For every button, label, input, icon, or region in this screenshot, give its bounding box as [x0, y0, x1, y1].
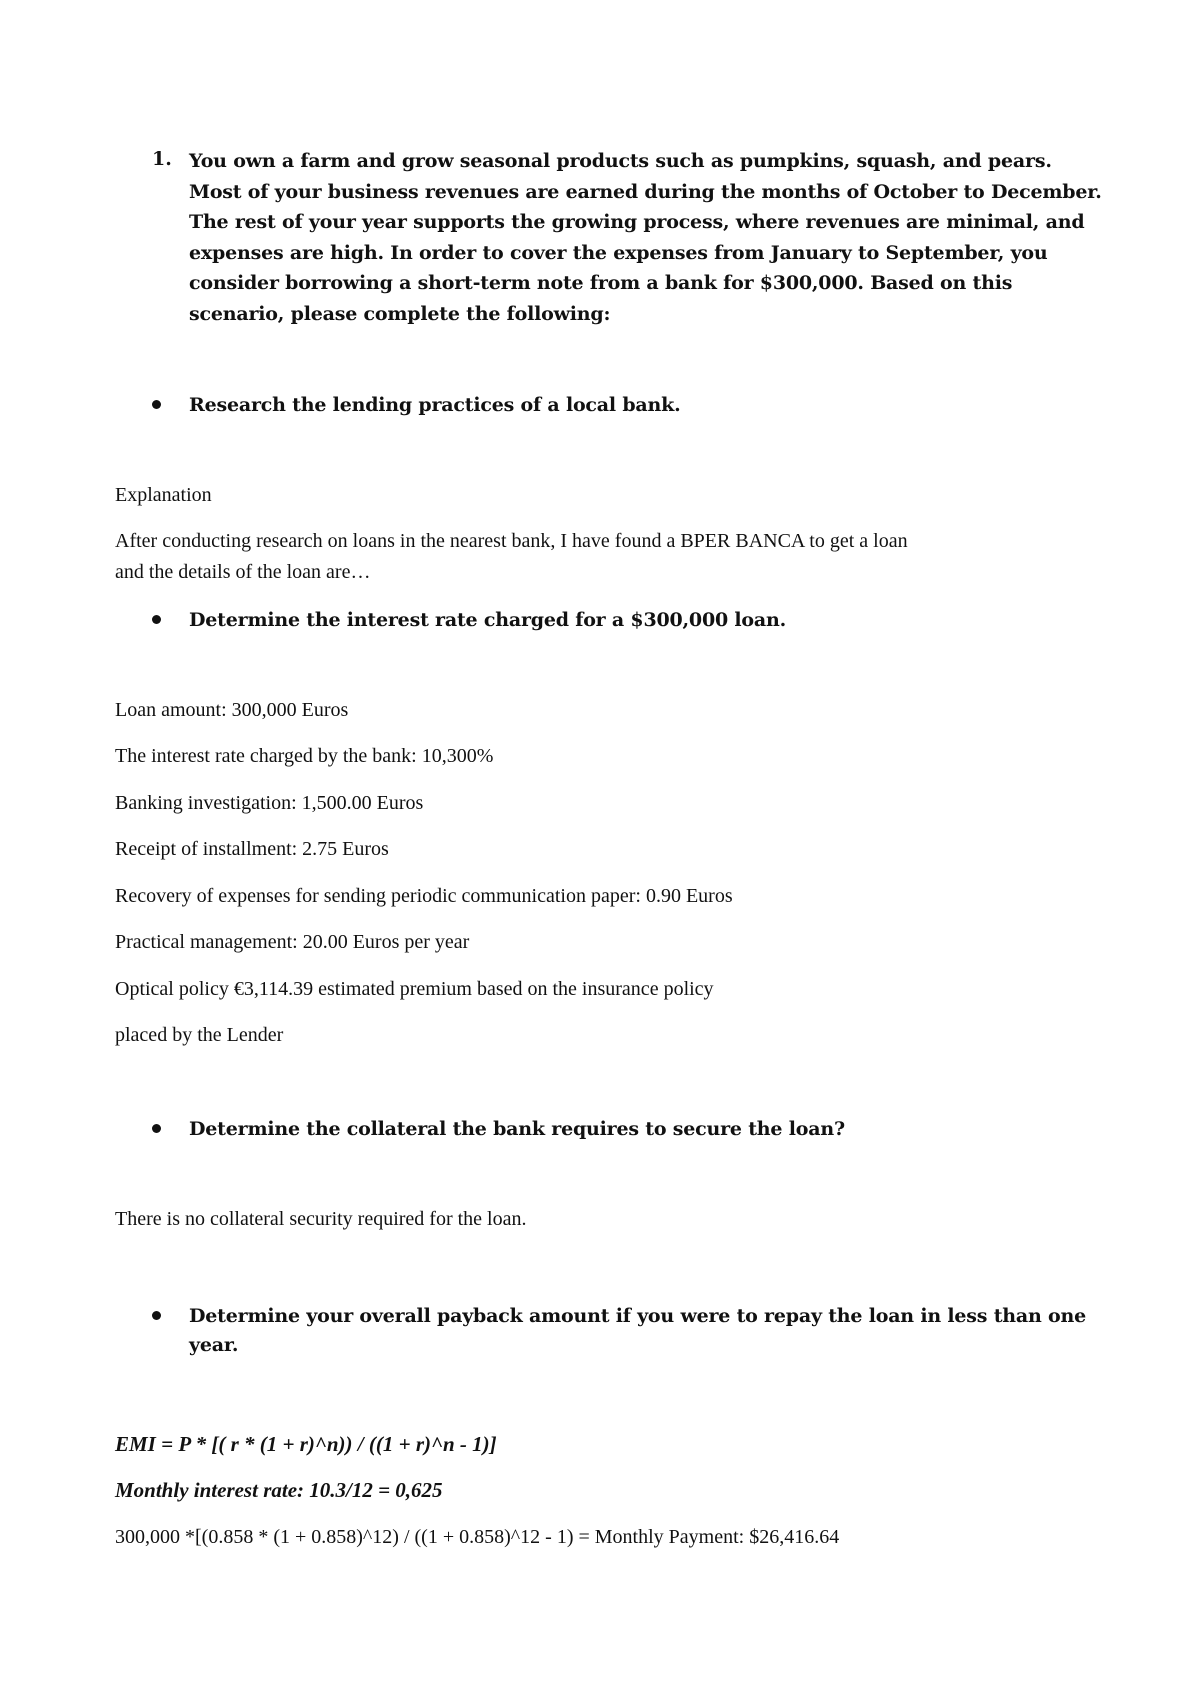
placed-by-lender: placed by the Lender: [115, 1024, 284, 1046]
practical-management: Practical management: 20.00 Euros per year: [115, 931, 470, 953]
bullet-interest-text: Determine the interest rate charged for a $300,000 loan.: [189, 609, 787, 631]
bullet-dot-icon: [152, 400, 161, 409]
bullet-collateral-text: Determine the collateral the bank requires to secure the loan?: [189, 1118, 845, 1140]
explanation-line: and the details of the loan are…: [115, 561, 371, 583]
question-line: Most of your business revenues are earned during the months of October to December.: [189, 180, 1102, 203]
bullet-dot-icon: [152, 1124, 161, 1133]
recovery-expenses: Recovery of expenses for sending periodic communication paper: 0.90 Euros: [115, 885, 733, 907]
payment-calculation: 300,000 *[(0.858 * (1 + 0.858)^12) / ((1 + 0.858)^12 - 1) = Monthly Payment: $26,416.64: [115, 1526, 840, 1548]
question-number: 1.: [152, 148, 172, 170]
question-line: consider borrowing a short-term note from a bank for $300,000. Based on this: [189, 272, 1013, 294]
receipt-installment: Receipt of installment: 2.75 Euros: [115, 838, 389, 860]
question-text: [189, 146, 1119, 329]
explanation-heading: Explanation: [115, 484, 212, 506]
bullet-payback-text: [189, 1302, 1086, 1360]
collateral-answer: There is no collateral security required for the loan.: [115, 1208, 527, 1230]
bullet-dot-icon: [152, 1311, 161, 1320]
question-line: expenses are high. In order to cover the expenses from January to September, you: [189, 241, 1048, 264]
bullet-payback-line: year.: [189, 1334, 239, 1356]
explanation-line: After conducting research on loans in the nearest bank, I have found a BPER BANCA to get a loan: [115, 530, 908, 552]
bullet-dot-icon: [152, 615, 161, 624]
banking-investigation: Banking investigation: 1,500.00 Euros: [115, 792, 424, 814]
optical-policy: Optical policy €3,114.39 estimated premium based on the insurance policy: [115, 978, 714, 1000]
question-line: You own a farm and grow seasonal products such as pumpkins, squash, and pears.: [189, 150, 1052, 172]
question-line: scenario, please complete the following:: [189, 302, 611, 325]
interest-rate: The interest rate charged by the bank: 10,300%: [115, 745, 494, 767]
bullet-payback-line: Determine your overall payback amount if you were to repay the loan in less than one: [189, 1305, 1087, 1327]
bullet-research-text: Research the lending practices of a local bank.: [189, 394, 681, 416]
monthly-rate-formula: Monthly interest rate: 10.3/12 = 0,625: [115, 1478, 443, 1502]
emi-formula: EMI = P * [( r * (1 + r)^n)) / ((1 + r)^n - 1)]: [115, 1432, 497, 1456]
loan-amount: Loan amount: 300,000 Euros: [115, 699, 349, 721]
question-line: The rest of your year supports the growing process, where revenues are minimal, and: [189, 211, 1085, 233]
